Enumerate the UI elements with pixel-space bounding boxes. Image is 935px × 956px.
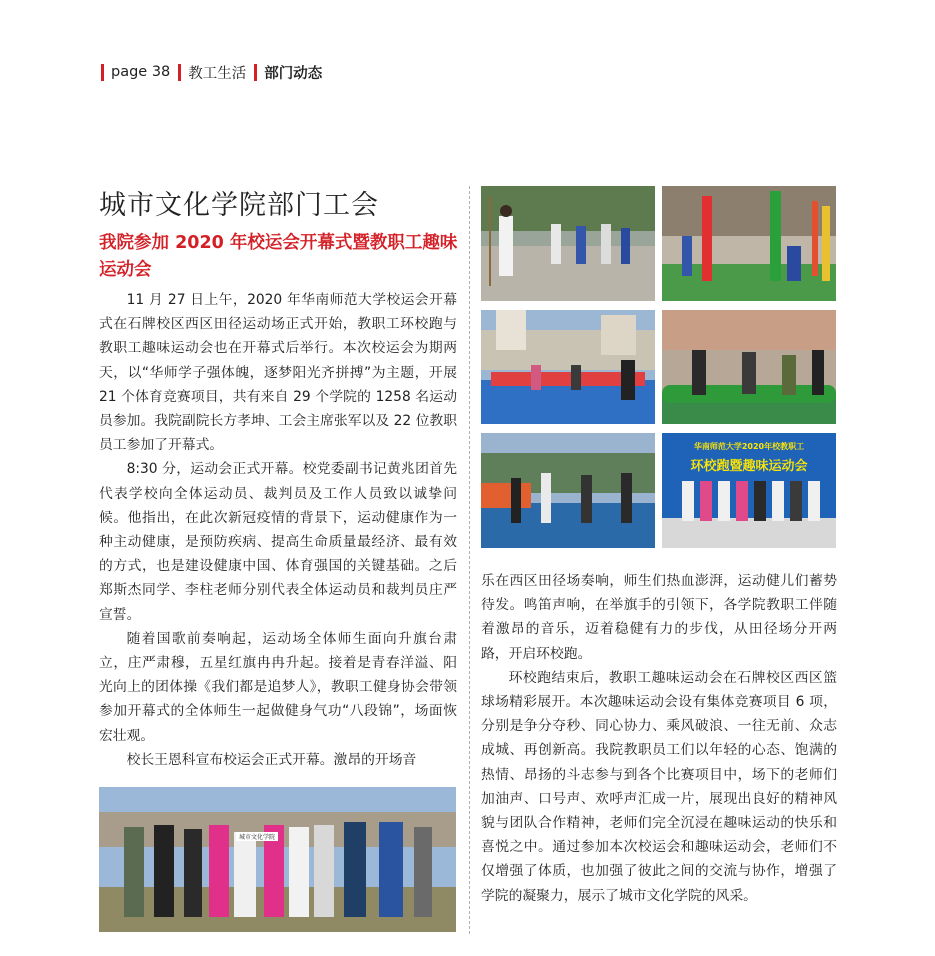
text-column-right	[481, 569, 837, 908]
photo-basketball-court	[481, 433, 655, 548]
banner-line1: 华南师范大学2020年校教职工	[693, 442, 805, 451]
header-bar	[254, 64, 257, 81]
paragraph: 随着国歌前奏响起，运动场全体师生面向升旗台肃立，庄严肃穆，五星红旗冉冉升起。接着是青春洋溢、阳光向上的团体操《我们都是追梦人》，教职工健身协会带领参加开幕式的全体师生一起做健身气功“八段锦”，场面恢宏壮观。	[99, 630, 457, 744]
article-headline: 我院参加 2020 年校运会开幕式暨教职工趣味运动会	[99, 233, 458, 280]
paragraph: 乐在西区田径场奏响，师生们热血澎湃，运动健儿们蓄势待发。鸣笛声响，在举旗手的引领下，各学院教职工伴随着激昂的音乐，迈着稳健有力的步伐，从田径场分开两路，开启环校跑。	[481, 573, 837, 662]
photo-parade-runners	[481, 186, 655, 301]
paragraph: 11 月 27 日上午，2020 年华南师范大学校运会开幕式在石牌校区西区田径运动场正式开始，教职工环校跑与教职工趣味运动会也在开幕式后举行。本次校运会为期两天，以“华师学子强体魄，逐梦阳光齐拼搏”为主题，开展 21 个体育竞赛项目，共有来自 29 个学院的 1258 名运动员参加。我院副院长方孝坤、工会主席张军以及 22 位教职员工参加了开幕式。	[99, 292, 457, 454]
page-header	[101, 62, 330, 82]
header-bar	[101, 64, 104, 81]
header-bar	[178, 64, 181, 81]
page-number: page 38	[111, 64, 171, 80]
photo-inflatable-boat-race	[481, 310, 655, 424]
photo-caterpillar-race	[662, 310, 836, 424]
column-divider	[469, 186, 470, 934]
article-title: 城市文化学院部门工会	[99, 190, 379, 221]
group-sign: 城市文化学院	[236, 832, 278, 841]
banner-line2: 环校跑暨趣味运动会	[690, 459, 808, 474]
photo-faculty-group	[99, 787, 456, 932]
paragraph: 8:30 分，运动会正式开幕。校党委副书记黄兆团首先代表学校向全体运动员、裁判员及工作人员致以诚挚问候。他指出，在此次新冠疫情的背景下，运动健康作为一种主动健康，是预防疾病、提高生命质量最经济、最有效的方式，也是建设健康中国、体育强国的关键基础。之后郑斯杰同学、李柱老师分别代表全体运动员和裁判员庄严宣誓。	[99, 461, 457, 623]
text-column-left	[99, 288, 457, 772]
section-name: 教工生活	[188, 65, 247, 82]
photo-inflatable-poles	[662, 186, 836, 301]
paragraph: 环校跑结束后，教职工趣味运动会在石牌校区西区篮球场精彩展开。本次趣味运动会设有集体竞赛项目 6 项，分别是争分夺秒、同心协力、乘风破浪、一往无前、众志成城、再创新高。我院教职员工们以年轻的心态、饱满的热情、昂扬的斗志参与到各个比赛项目中，场下的老师们加油声、口号声、欢呼声汇成一片，展现出良好的精神风貌与团队合作精神，老师们完全沉浸在趣味运动的快乐和喜悦之中。通过参加本次校运会和趣味运动会，老师们不仅增强了体质，也加强了彼此之间的交流与协作，增强了学院的凝聚力，展示了城市文化学院的风采。	[481, 669, 837, 904]
subsection-name: 部门动态	[264, 65, 323, 82]
photo-banner-group	[662, 433, 836, 548]
paragraph: 校长王恩科宣布校运会正式开幕。激昂的开场音	[126, 751, 417, 768]
